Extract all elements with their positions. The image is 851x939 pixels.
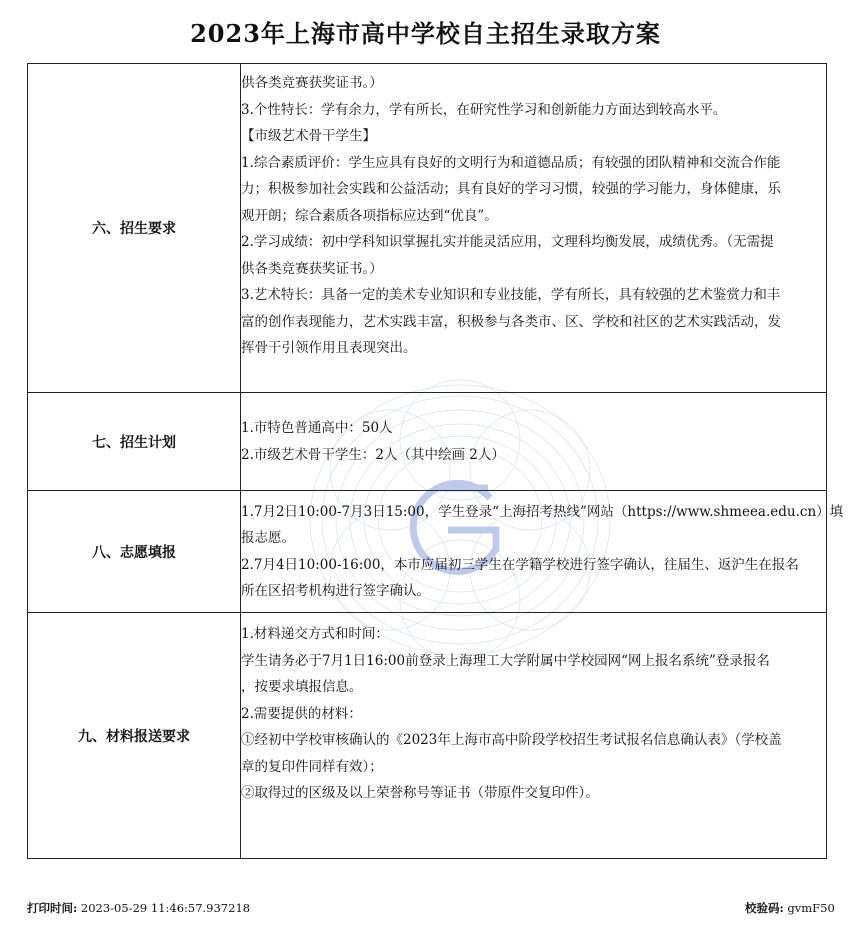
content-line: 1.7月2日10:00-7月3日15:00，学生登录“上海招考热线”网站（https://www.shmeea.edu.cn）填 [241,503,844,520]
print-time-value: 2023-05-29 11:46:57.937218 [80,901,251,915]
content-line: 3.艺术特长：具备一定的美术专业知识和专业技能，学有所长，具有较强的艺术鉴赏力和丰 [241,287,781,303]
print-time [27,900,250,916]
row-content [241,491,844,613]
row-label: 八、志愿填报 [28,491,241,613]
row-label: 七、招生计划 [28,393,241,491]
admission-plan-table [27,63,844,859]
row-label: 六、招生要求 [28,64,241,393]
content-line: 挥骨干引领作用且表现突出。 [241,340,417,356]
table-row [28,613,827,859]
content-line: 学生请务必于7月1日16:00前登录上海理工大学附属中学校园网“网上报名系统”登录报名 [241,652,770,669]
content-line: 章的复印件同样有效）； [241,758,383,775]
content-line: 2.需要提供的材料： [241,705,362,722]
check-code-label: 校验码: [745,901,784,915]
content-line: ，按要求填报信息。 [241,679,363,695]
table-row [28,64,827,393]
content-line: 供各类竞赛获奖证书。） [241,260,383,277]
content-line: 报志愿。 [241,530,295,546]
content-line: 1.市特色普通高中：50人 [241,420,393,436]
table-row [28,393,827,491]
row-content [241,613,827,859]
content-line: 力；积极参加社会实践和公益活动；具有良好的学习习惯，较强的学习能力，身体健康，乐 [241,181,781,197]
content-line: 2.学习成绩：初中学科知识掌握扎实并能灵活应用，文理科均衡发展，成绩优秀。（无需提 [241,234,774,250]
row-content [241,64,827,393]
content-line: 1.材料递交方式和时间： [241,626,389,642]
row-label: 九、材料报送要求 [28,613,241,859]
row-content [241,393,827,491]
content-line: 富的创作表现能力，艺术实践丰富，积极参与各类市、区、学校和社区的艺术实践活动，发 [241,313,781,330]
content-line: 1.综合素质评价：学生应具有良好的文明行为和道德品质；有较强的团队精神和交流合作能 [241,154,781,171]
check-code-value: gvmF50 [787,901,835,915]
content-line: 【市级艺术骨干学生】 [241,128,376,144]
content-line: ①经初中学校审核确认的《2023年上海市高中阶段学校招生考试报名信息确认表》（学校盖 [241,732,782,748]
content-line: ②取得过的区级及以上荣誉称号等证书（带原件交复印件）。 [241,785,599,801]
table-row [28,491,827,613]
page-title: 2023年上海市高中学校自主招生录取方案 [190,19,661,48]
content-line: 3.个性特长：学有余力，学有所长，在研究性学习和创新能力方面达到较高水平。 [241,101,727,118]
check-code [745,900,835,916]
print-time-label: 打印时间: [27,901,78,915]
content-line: 2.7月4日10:00-16:00，本市应届初三学生在学籍学校进行签字确认，往届生、返沪生在报名 [241,556,799,573]
content-line: 观开朗；综合素质各项指标应达到“优良”。 [241,207,498,224]
content-line: 2.市级艺术骨干学生：2人（其中绘画 2人） [241,446,505,463]
content-line: 供各类竞赛获奖证书。） [241,75,383,91]
content-line: 所在区招考机构进行签字确认。 [241,583,430,599]
